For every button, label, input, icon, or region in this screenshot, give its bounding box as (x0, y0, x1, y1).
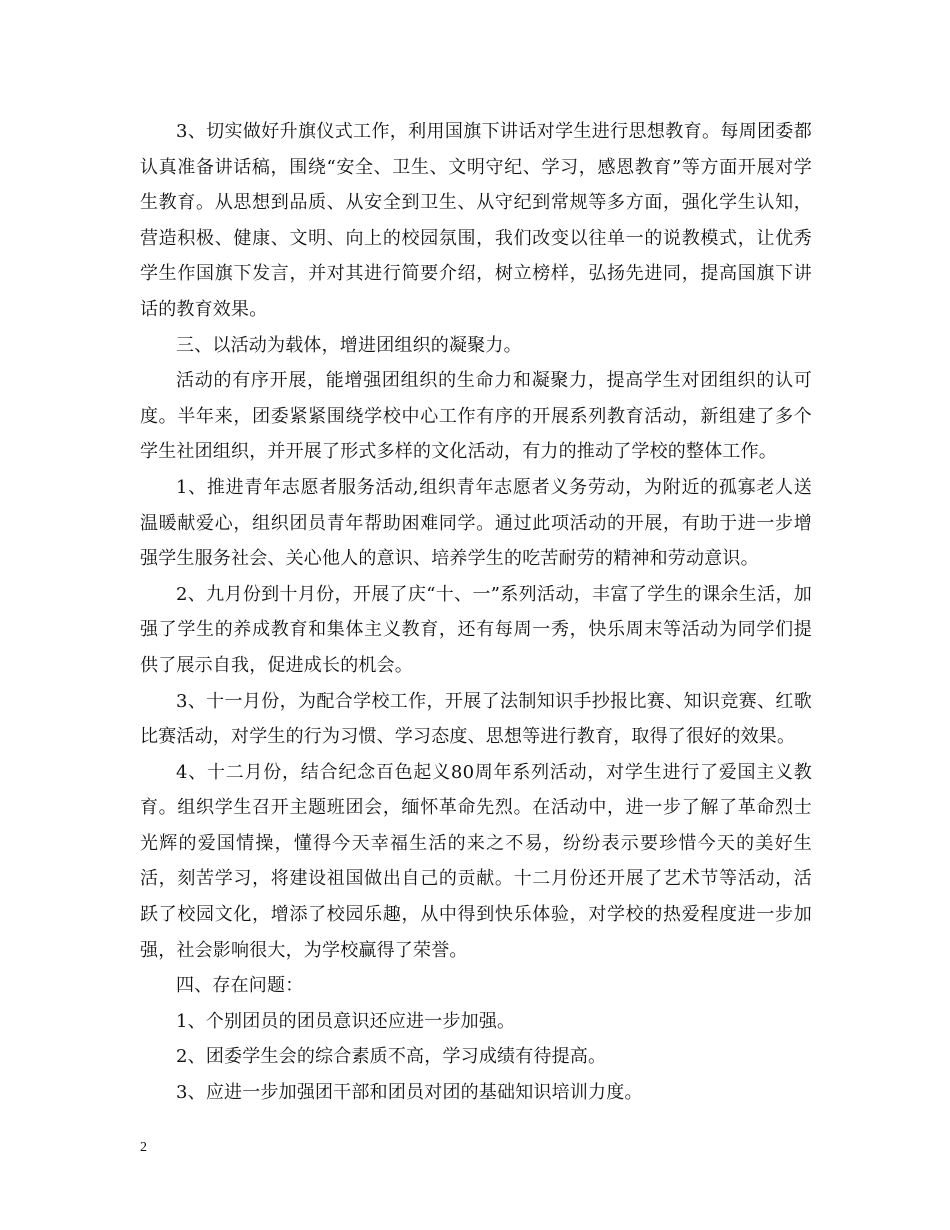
paragraph-volunteer: 1、推进青年志愿者服务活动,组织青年志愿者义务劳动，为附近的孤寡老人送温暖献爱心，组织团员青年帮助困难同学。通过此项活动的开展，有助于进一步增强学生服务社会、关心他人的意识、培养学生的吃苦耐劳的精神和劳动意识。 (140, 476, 812, 570)
paragraph-problem-three: 3、应进一步加强团干部和团员对团的基础知识培训力度。 (176, 1082, 643, 1104)
page-number: 2 (140, 1140, 147, 1155)
paragraph-december: 4、十二月份，结合纪念百色起义80周年系列活动，对学生进行了爱国主义教育。组织学生召开主题班团会，缅怀革命先烈。在活动中，进一步了解了革命烈士光辉的爱国情操，懂得今天幸福生活的来之不易，纷纷表示要珍惜今天的美好生活，刻苦学习，将建设祖国做出自己的贡献。十二月份还开展了艺术节等活动，活跃了校园文化，增添了校园乐趣，从中得到快乐体验，对学校的热爱程度进一步加强，社会影响很大，为学校赢得了荣誉。 (140, 761, 812, 961)
paragraph-november: 3、十一月份，为配合学校工作，开展了法制知识手抄报比赛、知识竞赛、红歌比赛活动，对学生的行为习惯、学习态度、思想等进行教育，取得了很好的效果。 (140, 690, 812, 748)
document-body (140, 114, 812, 1111)
paragraph-national-day: 2、九月份到十月份，开展了庆“十、一”系列活动，丰富了学生的课余生活，加强了学生的养成教育和集体主义教育，还有每周一秀，快乐周末等活动为同学们提供了展示自我，促进成长的机会。 (140, 583, 812, 676)
heading-section-three: 三、以活动为载体，增进团组织的凝聚力。 (176, 334, 522, 356)
paragraph-activities-intro: 活动的有序开展，能增强团组织的生命力和凝聚力，提高学生对团组织的认可度。半年来，团委紧紧围绕学校中心工作有序的开展系列教育活动，新组建了多个学生社团组织，并开展了形式多样的文化活动，有力的推动了学校的整体工作。 (140, 370, 812, 463)
paragraph-flag-raising: 3、切实做好升旗仪式工作，利用国旗下讲话对学生进行思想教育。每周团委都认真准备讲话稿，围绕“安全、卫生、文明守纪、学习，感恩教育”等方面开展对学生教育。从思想到品质、从安全到卫生、从守纪到常规等多方面，强化学生认知，营造积极、健康、文明、向上的校园氛围，我们改变以往单一的说教模式，让优秀学生作国旗下发言，并对其进行简要介绍，树立榜样，弘扬先进同，提高国旗下讲话的教育效果。 (140, 121, 812, 320)
heading-section-four: 四、存在问题： (176, 975, 304, 997)
paragraph-problem-one: 1、个别团员的团员意识还应进一步加强。 (176, 1010, 516, 1032)
paragraph-problem-two: 2、团委学生会的综合素质不高，学习成绩有待提高。 (176, 1046, 607, 1068)
